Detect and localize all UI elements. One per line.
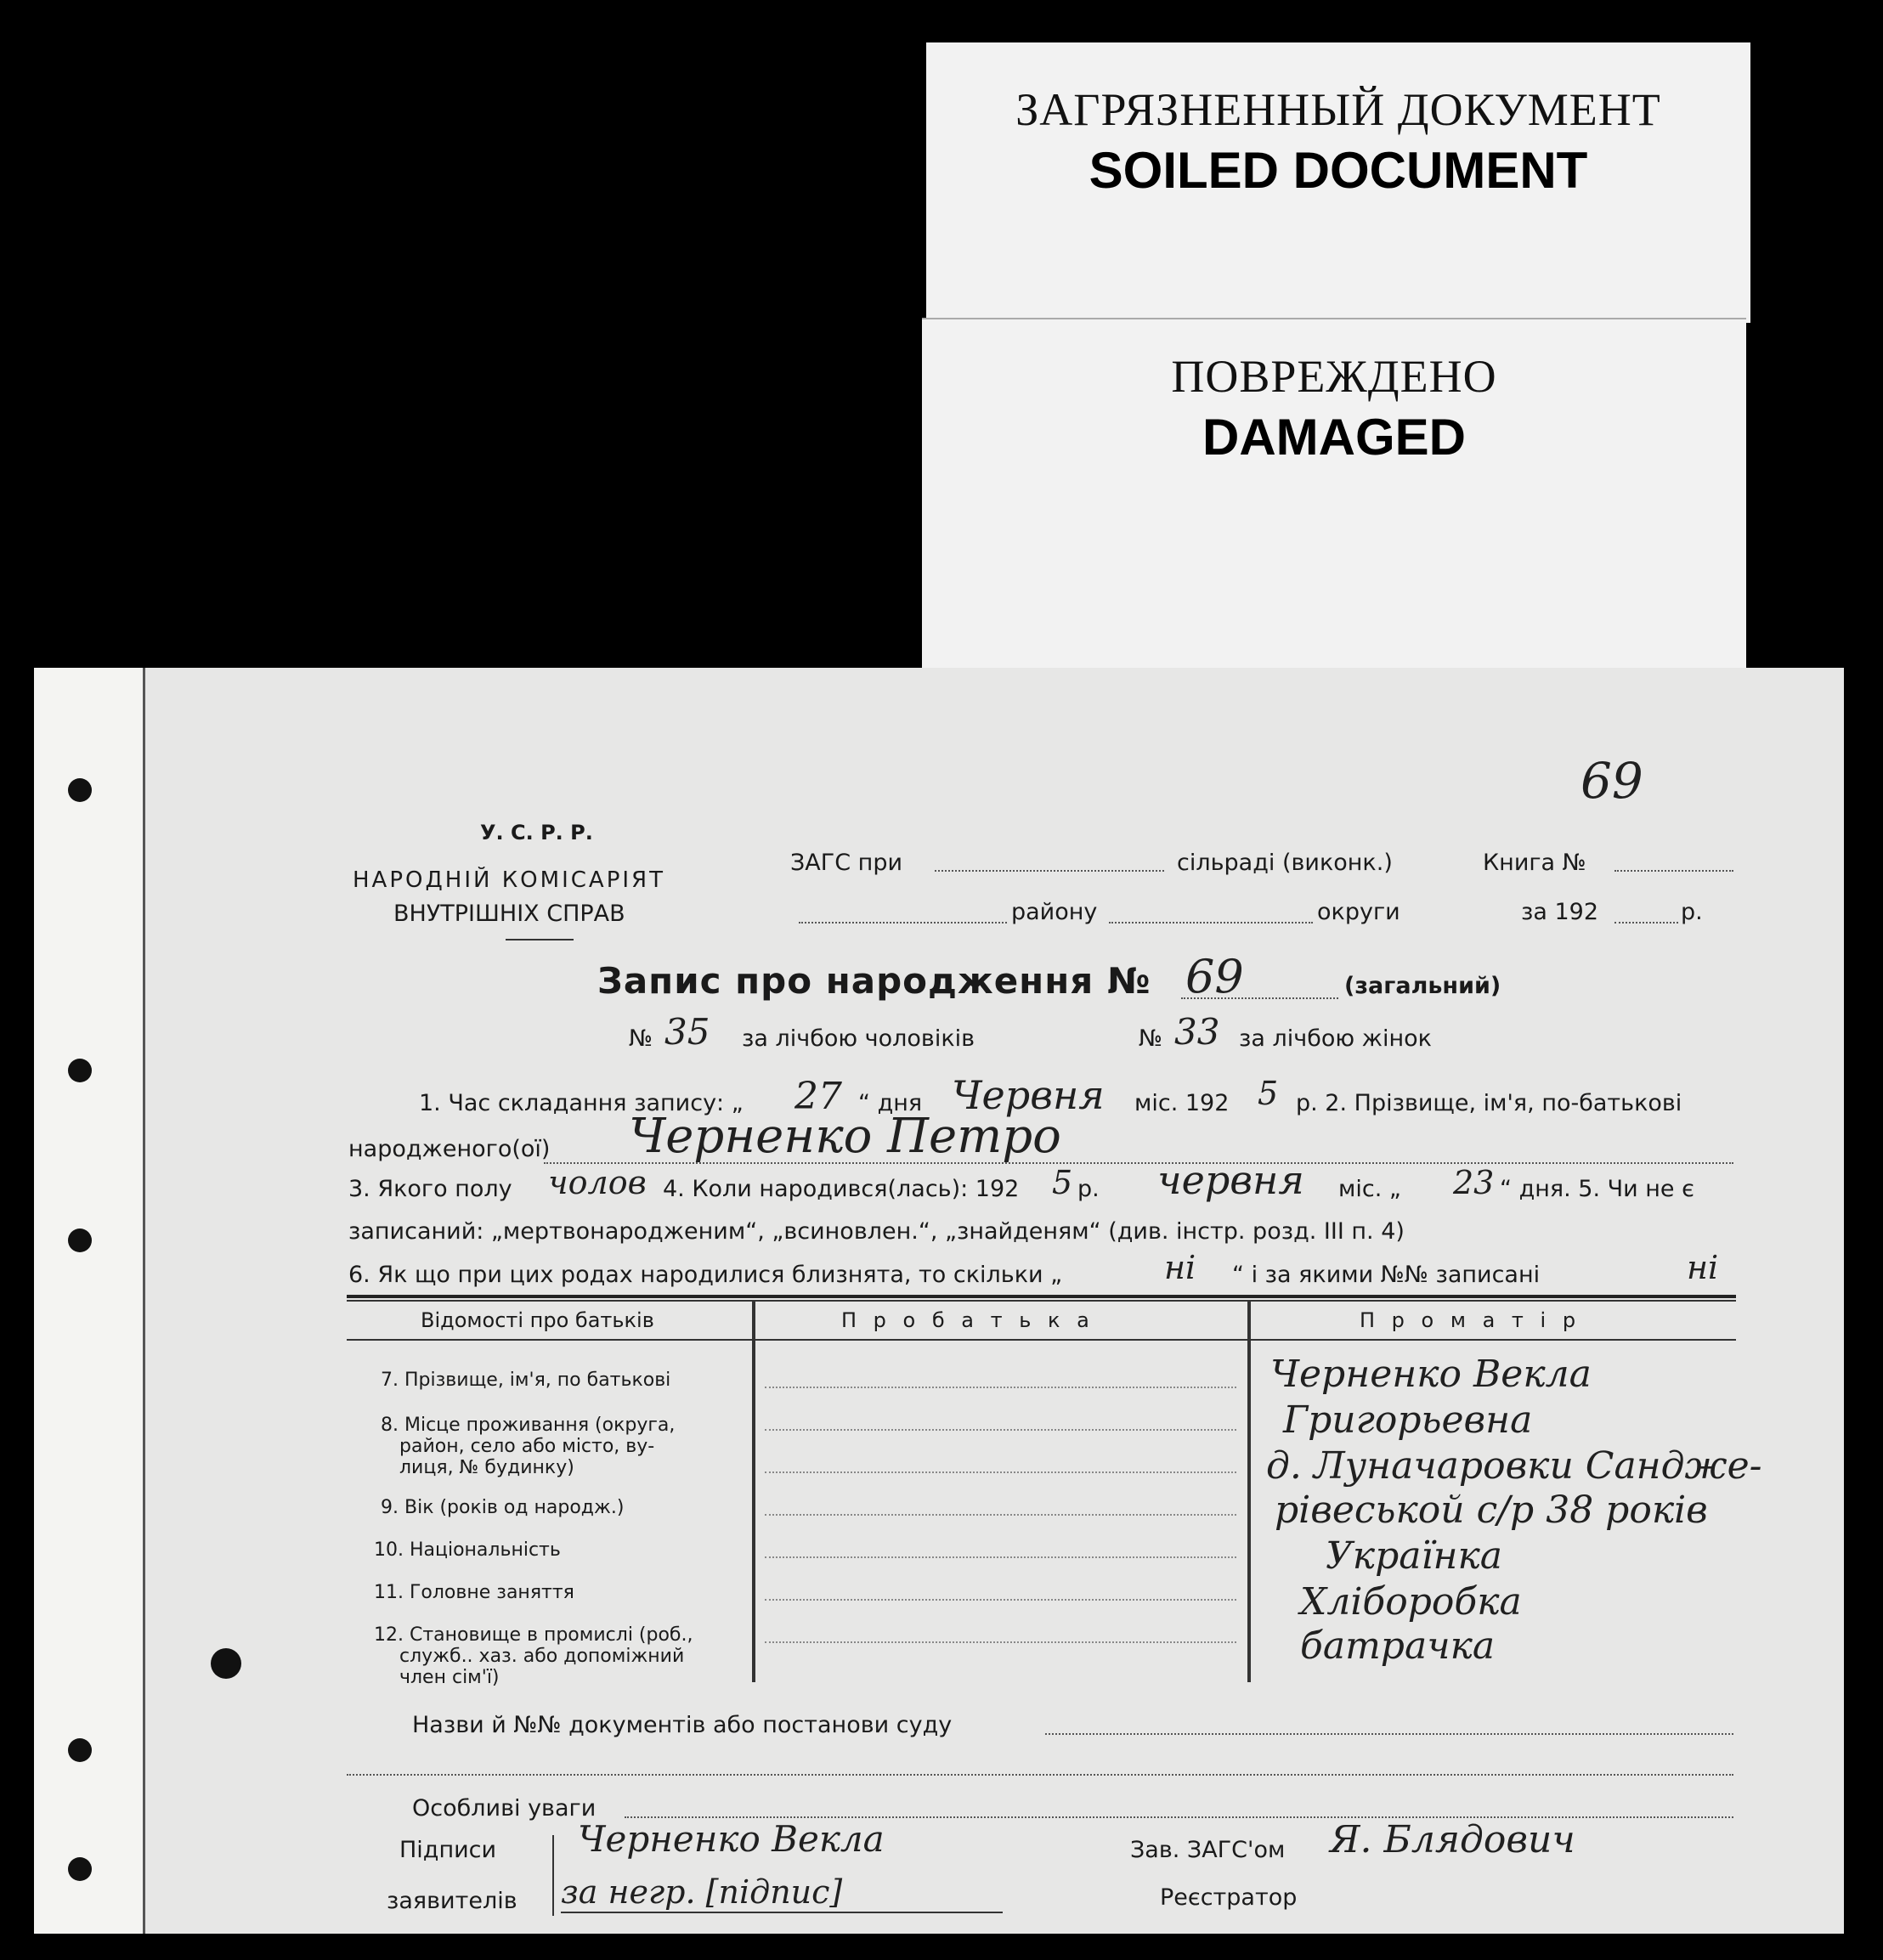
row-label-status-1: 12. Становище в промислі (роб., (374, 1624, 693, 1646)
record-title: Запис про народження № (597, 960, 1151, 1002)
newborn-label: народженого(ої) (348, 1136, 551, 1162)
year-field-line (1614, 922, 1678, 924)
newborn-name: Черненко Петро (629, 1109, 1061, 1164)
documents-field-line2 (347, 1774, 1733, 1776)
compile-year-label: міс. 192 (1134, 1090, 1230, 1116)
row-label-age: 9. Вік (років од народж.) (381, 1497, 625, 1518)
row-label-status-2: служб.. хаз. або допоміжний (399, 1646, 685, 1667)
applicant-signature-1: Черненко Векла (578, 1818, 885, 1860)
documents-field-line (1045, 1733, 1733, 1735)
knyha-field-line (1614, 870, 1733, 872)
father-line (765, 1387, 1236, 1388)
table-col-father: П р о б а т ь к а (841, 1308, 1094, 1332)
damaged-label-card (922, 319, 1746, 668)
mother-status: батрачка (1300, 1624, 1496, 1668)
father-line (765, 1471, 1236, 1473)
twins-numbers-label: “ і за якими №№ записані (1232, 1262, 1541, 1288)
row-label-residence-2: район, село або місто, ву- (399, 1436, 655, 1457)
birth-year-digit: 5 (1052, 1164, 1073, 1201)
year-r-label: р. (1681, 899, 1703, 925)
commissariat-line2: ВНУТРІШНІХ СПРАВ (393, 901, 625, 927)
binding-hole (68, 1738, 92, 1762)
twins-count: ні (1164, 1249, 1196, 1286)
ussr-label: У. С. Р. Р. (480, 821, 593, 844)
raion-field-line (799, 922, 1007, 924)
sex-value: чолов (548, 1164, 647, 1201)
compile-time-label: 1. Час складання запису: „ (419, 1090, 744, 1116)
silradi-label: сільраді (виконк.) (1177, 850, 1393, 876)
soiled-label-ru: ЗАГРЯЗНЕННЫЙ ДОКУМЕНТ (1015, 84, 1661, 135)
women-count-label: за лічбою жінок (1239, 1025, 1432, 1052)
women-number: 33 (1174, 1011, 1220, 1053)
compile-year-digit: 5 (1258, 1075, 1279, 1112)
binding-hole (68, 1229, 92, 1252)
applicant-signature-line (561, 1912, 1003, 1913)
father-line (765, 1599, 1236, 1601)
birth-year-r: р. (1077, 1176, 1100, 1202)
applicant-signature-2: за негр. [підпис] (561, 1873, 843, 1911)
compile-day-label: “ дня (858, 1090, 923, 1116)
father-line (765, 1556, 1236, 1558)
commissariat-line1: НАРОДНІЙ КОМІСАРІЯТ (353, 867, 665, 893)
damaged-label-en: DAMAGED (1202, 409, 1466, 466)
twins-question: 6. Як що при цих родах народилися близнята, то скільки „ (348, 1262, 1063, 1288)
general-label: (загальний) (1344, 973, 1501, 999)
men-count-label: за лічбою чоловіків (742, 1025, 975, 1052)
row-label-residence-1: 8. Місце проживання (округа, (381, 1415, 676, 1436)
soiled-label-en: SOILED DOCUMENT (1089, 142, 1588, 199)
row-label-nationality: 10. Національність (374, 1539, 561, 1561)
binding-hole (68, 1857, 92, 1881)
signatures-label: Підписи (399, 1837, 497, 1863)
binding-hole (68, 778, 92, 802)
row-label-status-3: член сім'ї) (399, 1667, 500, 1688)
sex-label: 3. Якого полу (348, 1176, 512, 1202)
binding-strip (34, 668, 145, 1934)
birth-day: 23 (1453, 1164, 1495, 1201)
damaged-label-ru: ПОВРЕЖДЕНО (1171, 351, 1497, 402)
mother-nationality: Українка (1326, 1534, 1503, 1578)
row-label-occupation: 11. Головне заняття (374, 1582, 574, 1603)
men-number-prefix: № (629, 1025, 653, 1052)
mother-name-1: Черненко Векла (1270, 1353, 1592, 1396)
zags-head-label: Зав. ЗАГС'ом (1130, 1837, 1286, 1863)
documents-label: Назви й №№ документів або постанови суду (412, 1712, 953, 1738)
table-top-rule (347, 1295, 1736, 1298)
notes-label: Особливі уваги (412, 1795, 597, 1822)
father-line (765, 1641, 1236, 1643)
birth-month-label: міс. „ (1338, 1176, 1401, 1202)
birth-month: червня (1157, 1157, 1304, 1203)
compile-month: Червня (952, 1072, 1105, 1118)
newborn-name-line (544, 1162, 1733, 1164)
mother-name-2: Григорьевна (1283, 1398, 1533, 1442)
table-top-rule2 (347, 1300, 1736, 1302)
mother-occupation: Хліборобка (1300, 1580, 1522, 1624)
okruhy-label: округи (1317, 899, 1400, 925)
mother-residence-1: д. Луначаровки Сандже- (1266, 1444, 1762, 1488)
knyha-label: Книга № (1483, 850, 1586, 876)
table-col-mother: П р о м а т і р (1360, 1308, 1581, 1332)
signature-bracket (552, 1835, 554, 1916)
table-divider-1 (752, 1300, 755, 1682)
mother-residence-2: рівеськой с/р 38 років (1275, 1488, 1708, 1532)
row-label-fullname: 7. Прізвище, ім'я, по батькові (381, 1370, 671, 1391)
father-line (765, 1514, 1236, 1516)
table-header-rule (347, 1339, 1736, 1341)
stillborn-question: “ дня. 5. Чи не є (1500, 1176, 1694, 1202)
father-line (765, 1429, 1236, 1431)
compile-day: 27 (794, 1075, 842, 1118)
zags-pry-label: ЗАГС при (790, 850, 903, 876)
twins-numbers: ні (1687, 1249, 1719, 1286)
zags-head-signature: Я. Блядович (1330, 1818, 1575, 1861)
page-number: 69 (1580, 752, 1643, 810)
okruha-field-line (1109, 922, 1313, 924)
raionu-label: району (1011, 899, 1098, 925)
zags-field-line (935, 870, 1164, 872)
applicants-label: заявителів (387, 1888, 517, 1914)
women-number-prefix: № (1139, 1025, 1163, 1052)
birth-date-label: 4. Коли народився(лась): 192 (663, 1176, 1020, 1202)
year-label: за 192 (1521, 899, 1599, 925)
men-number: 35 (664, 1011, 710, 1053)
full-name-question: р. 2. Прізвище, ім'я, по-батькові (1296, 1090, 1682, 1116)
header-rule (506, 939, 574, 940)
row-label-residence-3: лиця, № будинку) (399, 1457, 574, 1478)
record-number: 69 (1185, 950, 1244, 1003)
soiled-label-card (926, 42, 1750, 323)
record-number-line (1181, 997, 1338, 999)
binding-hole (68, 1059, 92, 1082)
registration-status-label: записаний: „мертвонародженим“, „всиновлен.“, „знайденям“ (див. інстр. розд. III п. 4) (348, 1218, 1405, 1245)
table-divider-2 (1247, 1300, 1251, 1682)
punch-hole (211, 1648, 241, 1679)
registrar-label: Реєстратор (1160, 1884, 1298, 1911)
table-col-parents-info: Відомості про батьків (421, 1308, 654, 1332)
